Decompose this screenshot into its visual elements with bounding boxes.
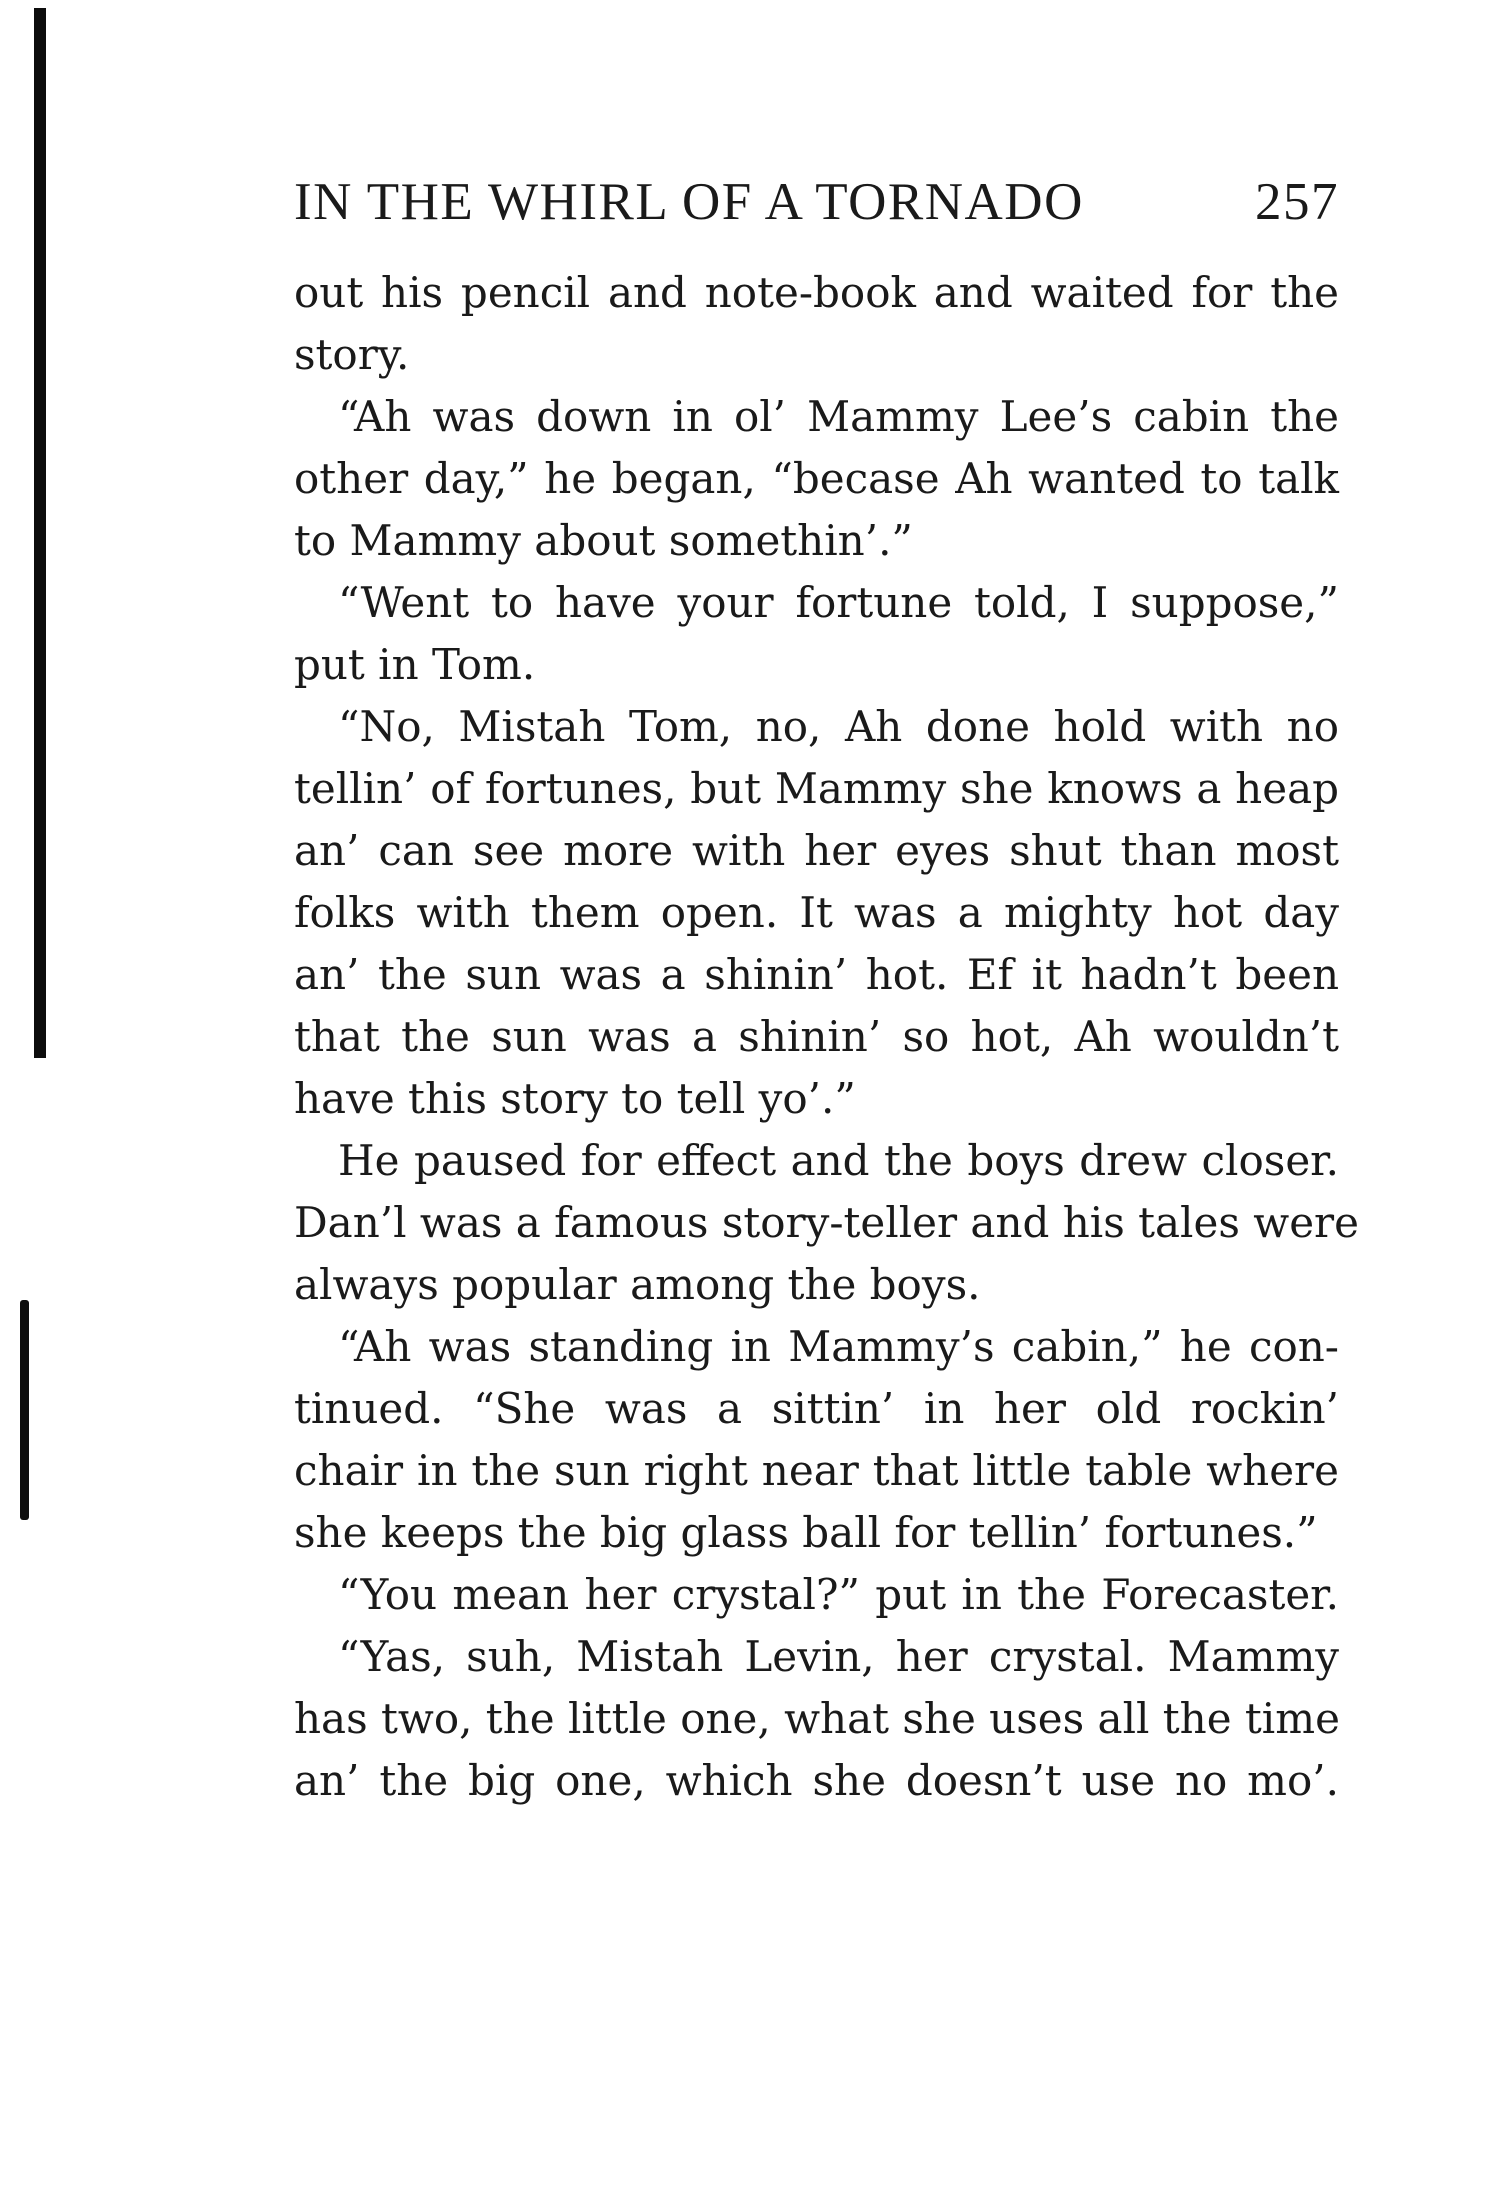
- text-line: she keeps the big glass ball for tellin’ fortunes.”: [294, 1508, 1318, 1557]
- text-line: tellin’ of fortunes, but Mammy she knows a heap: [294, 764, 1339, 813]
- text-line: “Yas, suh, Mistah Levin, her crystal. Mammy: [338, 1632, 1339, 1681]
- text-line: “No, Mistah Tom, no, Ah done hold with no: [338, 702, 1339, 751]
- text-line: other day,” he began, “becase Ah wanted to talk: [294, 454, 1339, 503]
- running-title: IN THE WHIRL OF A TORNADO: [294, 173, 1084, 231]
- text-line: out his pencil and note-book and waited for the: [294, 268, 1339, 317]
- text-line: tinued. “She was a sittin’ in her old rockin’: [294, 1384, 1339, 1433]
- text-line: that the sun was a shinin’ so hot, Ah wouldn’t: [294, 1012, 1339, 1061]
- text-line: folks with them open. It was a mighty hot day: [294, 888, 1339, 937]
- page-number: 257: [1255, 173, 1339, 231]
- text-line: an’ the sun was a shinin’ hot. Ef it hadn’t been: [294, 950, 1339, 999]
- text-line: has two, the little one, what she uses all the time: [294, 1694, 1340, 1743]
- text-line: “Ah was down in ol’ Mammy Lee’s cabin the: [338, 392, 1339, 441]
- text-line: an’ the big one, which she doesn’t use no mo’.: [294, 1756, 1339, 1805]
- text-line: “You mean her crystal?” put in the Forecaster.: [338, 1570, 1339, 1619]
- text-line: an’ can see more with her eyes shut than most: [294, 826, 1339, 875]
- binding-shadow: [34, 8, 46, 1058]
- text-line: “Went to have your fortune told, I suppose,”: [338, 578, 1339, 627]
- text-line: to Mammy about somethin’.”: [294, 516, 913, 565]
- text-line: “Ah was standing in Mammy’s cabin,” he con-: [338, 1322, 1339, 1371]
- body-text: [294, 262, 1359, 1812]
- text-line: put in Tom.: [294, 640, 536, 689]
- text-line: He paused for effect and the boys drew closer.: [338, 1136, 1339, 1185]
- text-line: always popular among the boys.: [294, 1260, 981, 1309]
- text-line: Dan’l was a famous story-teller and his tales were: [294, 1198, 1359, 1247]
- text-line: story.: [294, 330, 410, 379]
- binding-shadow: [20, 1300, 29, 1520]
- text-line: chair in the sun right near that little table where: [294, 1446, 1339, 1495]
- running-header: [294, 172, 1339, 232]
- text-line: have this story to tell yo’.”: [294, 1074, 856, 1123]
